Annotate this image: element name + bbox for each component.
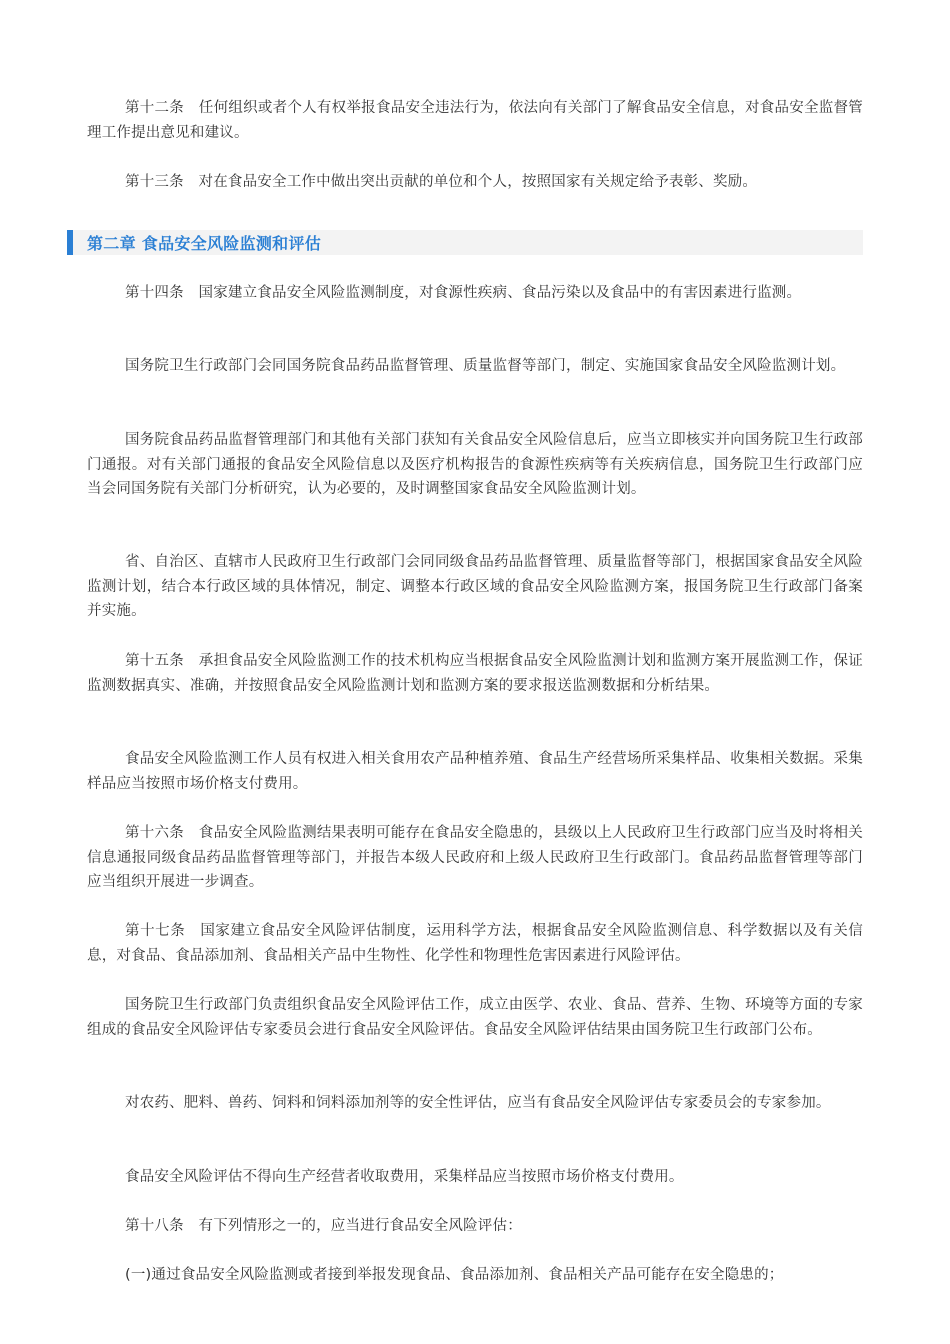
article-18: 第十八条 有下列情形之一的，应当进行食品安全风险评估： — [125, 1218, 522, 1234]
article-15: 第十五条 承担食品安全风险监测工作的技术机构应当根据食品安全风险监测计划和监测方案开展监测工作，保证监测数据真实、准确，并按照食品安全风险监测计划和监测方案的要求报送监测数据和分析结果。 — [87, 653, 863, 694]
article-13: 第十三条 对在食品安全工作中做出突出贡献的单位和个人，按照国家有关规定给予表彰、奖励。 — [125, 174, 758, 190]
article-16: 第十六条 食品安全风险监测结果表明可能存在食品安全隐患的，县级以上人民政府卫生行政部门应当及时将相关信息通报同级食品药品监督管理等部门，并报告本级人民政府和上级人民政府卫生行政部门。食品药品监督管理等部门应当组织开展进一步调查。 — [87, 825, 863, 890]
chapter-title: 第二章 食品安全风险监测和评估 — [87, 234, 322, 253]
article-14-para-4: 省、自治区、直辖市人民政府卫生行政部门会同同级食品药品监督管理、质量监督等部门，根据国家食品安全风险监测计划，结合本行政区域的具体情况，制定、调整本行政区域的食品安全风险监测方案，报国务院卫生行政部门备案并实施。 — [87, 554, 863, 619]
article-15-para-2: 食品安全风险监测工作人员有权进入相关食用农产品种植养殖、食品生产经营场所采集样品、收集相关数据。采集样品应当按照市场价格支付费用。 — [87, 751, 863, 792]
article-17-para-4: 食品安全风险评估不得向生产经营者收取费用，采集样品应当按照市场价格支付费用。 — [125, 1169, 684, 1185]
article-14-para-2: 国务院卫生行政部门会同国务院食品药品监督管理、质量监督等部门，制定、实施国家食品安全风险监测计划。 — [125, 358, 846, 374]
article-17: 第十七条 国家建立食品安全风险评估制度，运用科学方法，根据食品安全风险监测信息、科学数据以及有关信息，对食品、食品添加剂、食品相关产品中生物性、化学性和物理性危害因素进行风险评估。 — [87, 923, 863, 964]
article-17-para-3: 对农药、肥料、兽药、饲料和饲料添加剂等的安全性评估，应当有食品安全风险评估专家委员会的专家参加。 — [125, 1095, 831, 1111]
chapter-heading-accent-bar — [67, 230, 73, 255]
article-18-item-1: (一)通过食品安全风险监测或者接到举报发现食品、食品添加剂、食品相关产品可能存在安全隐患的； — [125, 1267, 784, 1283]
article-14-para-3: 国务院食品药品监督管理部门和其他有关部门获知有关食品安全风险信息后，应当立即核实并向国务院卫生行政部门通报。对有关部门通报的食品安全风险信息以及医疗机构报告的食源性疾病等有关疾病信息，国务院卫生行政部门应当会同国务院有关部门分析研究，认为必要的，及时调整国家食品安全风险监测计划。 — [87, 432, 863, 497]
chapter-heading — [67, 230, 863, 255]
article-14: 第十四条 国家建立食品安全风险监测制度，对食源性疾病、食品污染以及食品中的有害因素进行监测。 — [125, 285, 802, 301]
article-12: 第十二条 任何组织或者个人有权举报食品安全违法行为，依法向有关部门了解食品安全信息，对食品安全监督管理工作提出意见和建议。 — [87, 100, 863, 141]
article-17-para-2: 国务院卫生行政部门负责组织食品安全风险评估工作，成立由医学、农业、食品、营养、生物、环境等方面的专家组成的食品安全风险评估专家委员会进行食品安全风险评估。食品安全风险评估结果由国务院卫生行政部门公布。 — [87, 997, 863, 1038]
